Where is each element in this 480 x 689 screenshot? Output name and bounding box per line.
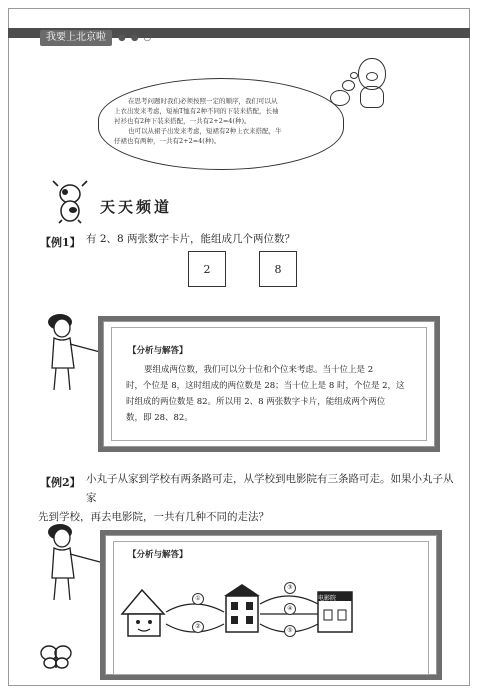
answer-tag-2: 【分析与解答】 — [128, 550, 188, 560]
answer-line: 时，个位是 8，这时组成的两位数是 28；当十位上是 8 时，个位是 2，这 — [126, 381, 405, 391]
butterfly-icon — [40, 644, 72, 670]
section-title: 天天频道 — [100, 198, 173, 216]
route-diagram — [118, 574, 358, 640]
example-2-question-line: 小丸子从家到学校有两条路可走，从学校到电影院有三条路可走。如果小丸子从家 — [86, 473, 454, 504]
answer-line: 要组成两位数，我们可以分十位和个位来考虑。当十位上是 2 — [144, 365, 374, 375]
thought-line: 上衣出发来考虑，短袖T恤有2种不同的下装来搭配，长袖 — [114, 107, 279, 115]
answer-tag-1: 【分析与解答】 — [128, 346, 188, 356]
thought-bubble — [330, 90, 350, 106]
pig-body — [360, 86, 384, 108]
example-1-label: 【例1】 — [40, 236, 81, 249]
route-label-4: ④ — [284, 603, 296, 615]
thought-bubble — [342, 80, 355, 91]
number-card-2: 2 — [188, 251, 226, 287]
number-card-8: 8 — [259, 251, 297, 287]
answer-line: 时组成的两位数是 82。所以用 2、8 两张数字卡片，能组成两个两位 — [126, 397, 386, 407]
route-label-2: ② — [192, 621, 204, 633]
thought-bubble — [350, 72, 358, 79]
answer-line: 数，即 28、82。 — [126, 413, 193, 423]
thought-text — [114, 96, 326, 146]
cow-mascot-icon — [48, 178, 92, 224]
cinema-sign: 电影院 — [318, 595, 337, 602]
route-label-5: ⑤ — [284, 625, 296, 637]
example-2-label: 【例2】 — [40, 476, 81, 489]
teacher-illustration — [40, 312, 104, 392]
example-1-question: 有 2、8 两张数字卡片，能组成几个两位数？ — [86, 233, 296, 245]
example-2-question-line: 先到学校，再去电影院，一共有几种不同的走法？ — [38, 511, 269, 523]
thought-line: 仔裙也有两种，一共有2+2=4(种)。 — [114, 137, 221, 145]
thought-line: 在思考问题时我们必须按照一定的顺序，我们可以从 — [128, 97, 278, 105]
pig-snout — [366, 72, 378, 81]
route-label-3: ③ — [284, 582, 296, 594]
teacher-illustration — [40, 522, 104, 602]
header-dots: ● ● ○ — [118, 33, 153, 43]
page-header-title: 我要上北京啦 — [40, 30, 112, 46]
route-label-1: ① — [192, 593, 204, 605]
thought-line: 也可以从裙子出发来考虑，短裙有2种上衣来搭配，牛 — [128, 127, 282, 135]
thought-line: 衬衫也有2种下装来搭配，一共有2+2=4(种)。 — [114, 117, 251, 125]
